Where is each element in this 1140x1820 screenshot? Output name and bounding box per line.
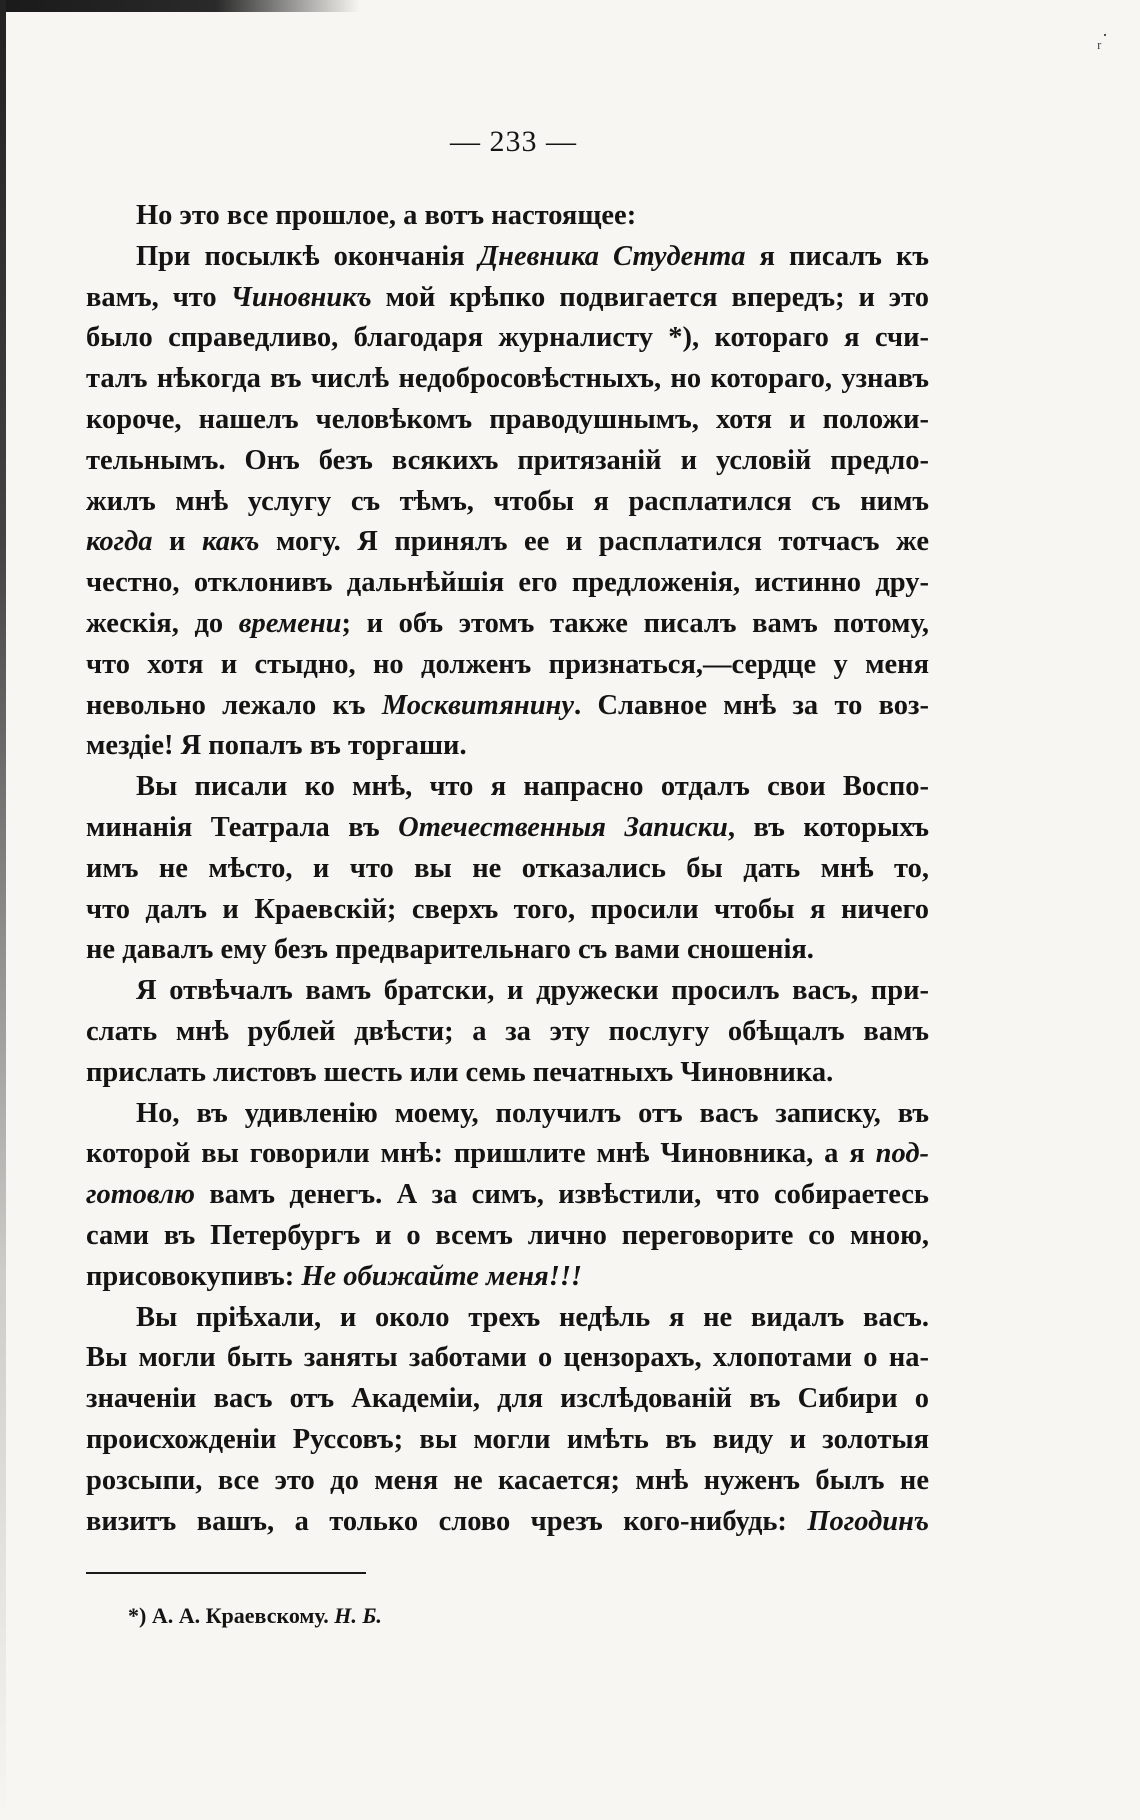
- text-line: [86, 522, 929, 563]
- text-line: [86, 563, 929, 604]
- text-segment: Вы могли быть заняты заботами о цензорахъ, хлопотами о на-: [86, 1342, 929, 1374]
- italic-text: Не обижайте меня!!!: [301, 1260, 583, 1292]
- text-line: [86, 645, 929, 686]
- text-line: [86, 1134, 929, 1175]
- page-number: — 233 —: [450, 125, 577, 158]
- text-line: [86, 400, 929, 441]
- text-segment: честно, отклонивъ дальнѣйшія его предложенія, истинно дру-: [86, 567, 929, 599]
- text-segment: минанія Театрала въ: [86, 811, 399, 843]
- text-line: [86, 1175, 929, 1216]
- text-line: [86, 1216, 929, 1257]
- text-segment: жилъ мнѣ услугу съ тѣмъ, чтобы я расплатился съ нимъ: [86, 485, 929, 517]
- italic-text: Москвитянину: [381, 689, 575, 721]
- italic-text: Дневника Студента: [478, 240, 746, 272]
- text-line: [86, 441, 929, 482]
- italic-text: Чиновникъ: [230, 281, 372, 313]
- text-segment: происхожденіи Руссовъ; вы могли имѣть въ виду и золотыя: [86, 1423, 929, 1455]
- text-segment: могу. Я принялъ ее и расплатился тотчасъ же: [259, 526, 929, 558]
- text-segment: Но, въ удивленію моему, получилъ отъ васъ записку, въ: [136, 1097, 929, 1129]
- text-segment: Вы писали ко мнѣ, что я напрасно отдалъ свои Воспо-: [136, 771, 929, 803]
- footnote: [128, 1603, 382, 1629]
- text-segment: Вы пріѣхали, и около трехъ недѣль я не видалъ васъ.: [136, 1301, 929, 1333]
- text-segment: . Славное мнѣ за то воз-: [574, 689, 929, 721]
- text-segment: что далъ и Краевскій; сверхъ того, просили чтобы я ничего: [86, 893, 929, 925]
- text-line: [86, 726, 929, 767]
- text-line: [86, 1257, 929, 1298]
- text-line: [86, 1053, 929, 1094]
- text-line: [86, 1461, 929, 1502]
- footnote-rule: [86, 1572, 366, 1574]
- text-segment: имъ не мѣсто, и что вы не отказались бы дать мнѣ то,: [86, 852, 929, 884]
- scan-mark: ᵣ˙: [1097, 30, 1109, 52]
- text-segment: невольно лежало къ: [86, 689, 382, 721]
- text-line: [86, 1502, 929, 1543]
- footnote-signature: Н. Б.: [334, 1603, 382, 1628]
- text-segment: не давалъ ему безъ предварительнаго съ вами сношенія.: [86, 934, 814, 966]
- italic-text: под-: [875, 1138, 929, 1170]
- text-segment: Я отвѣчалъ вамъ братски, и дружески просилъ васъ, при-: [136, 975, 929, 1007]
- text-line: [86, 890, 929, 931]
- text-line: [86, 196, 929, 237]
- italic-text: когда: [86, 526, 153, 558]
- text-line: [86, 237, 929, 278]
- footnote-marker: *): [128, 1603, 152, 1628]
- text-line: [86, 359, 929, 400]
- text-segment: прислать листовъ шесть или семь печатныхъ Чиновника.: [86, 1056, 834, 1088]
- text-segment: визитъ вашъ, а только слово чрезъ кого-нибудь:: [86, 1505, 808, 1537]
- text-line: [86, 1379, 929, 1420]
- text-segment: , въ которыхъ: [727, 811, 929, 843]
- text-line: [86, 482, 929, 523]
- text-segment: Но это все прошлое, а вотъ настоящее:: [136, 200, 637, 231]
- body-text: [86, 196, 929, 1542]
- text-segment: что хотя и стыдно, но долженъ признаться,—сердце у меня: [86, 648, 929, 680]
- text-segment: и: [152, 526, 202, 558]
- text-segment: которой вы говорили мнѣ: пришлите мнѣ Чиновника, а я: [86, 1138, 876, 1170]
- text-line: [86, 930, 929, 971]
- text-segment: мездіе! Я попалъ въ торгаши.: [86, 730, 467, 762]
- text-line: [86, 1338, 929, 1379]
- text-line: [86, 1420, 929, 1461]
- text-segment: ; и объ этомъ также писалъ вамъ потому,: [341, 607, 929, 639]
- text-segment: сами въ Петербургъ и о всемъ лично переговорите со мною,: [86, 1219, 929, 1251]
- italic-text: Отечественныя Записки: [398, 811, 728, 843]
- text-line: [86, 318, 929, 359]
- italic-text: времени: [238, 607, 342, 639]
- text-line: [86, 604, 929, 645]
- text-segment: розсыпи, все это до меня не касается; мнѣ нуженъ былъ не: [86, 1464, 929, 1496]
- book-page: [86, 122, 929, 1542]
- text-line: [86, 767, 929, 808]
- text-segment: слать мнѣ рублей двѣсти; а за эту послугу обѣщалъ вамъ: [86, 1015, 929, 1047]
- italic-text: Погодинъ: [807, 1505, 929, 1537]
- italic-text: готовлю: [86, 1179, 195, 1211]
- text-segment: талъ нѣкогда въ числѣ недобросовѣстныхъ, но котораго, узнавъ: [86, 363, 929, 395]
- scan-edge-left: [0, 0, 6, 1820]
- text-line: [86, 971, 929, 1012]
- text-segment: значеніи васъ отъ Академіи, для изслѣдованій въ Сибири о: [86, 1383, 929, 1415]
- footnote-text: А. А. Краевскому.: [151, 1603, 335, 1628]
- text-line: [86, 686, 929, 727]
- text-line: [86, 808, 929, 849]
- scan-edge-top: [0, 0, 360, 12]
- text-line: [86, 1012, 929, 1053]
- text-segment: вамъ, что: [86, 281, 231, 313]
- text-line: [86, 278, 929, 319]
- text-line: [86, 849, 929, 890]
- text-segment: При посылкѣ окончанія: [136, 240, 479, 272]
- text-line: [86, 1094, 929, 1135]
- text-segment: вамъ денегъ. А за симъ, извѣстили, что собираетесь: [194, 1179, 929, 1211]
- text-segment: короче, нашелъ человѣкомъ праводушнымъ, хотя и положи-: [86, 403, 929, 435]
- text-segment: жескія, до: [86, 607, 239, 639]
- text-segment: я писалъ къ: [745, 240, 929, 272]
- text-segment: было справедливо, благодаря журналисту *), котораго я счи-: [86, 322, 929, 354]
- text-segment: тельнымъ. Онъ безъ всякихъ притязаній и условій предло-: [86, 444, 929, 476]
- text-segment: присовокупивъ:: [86, 1260, 302, 1292]
- italic-text: какъ: [202, 526, 260, 558]
- text-line: [86, 1298, 929, 1339]
- text-segment: мой крѣпко подвигается впередъ; и это: [371, 281, 929, 313]
